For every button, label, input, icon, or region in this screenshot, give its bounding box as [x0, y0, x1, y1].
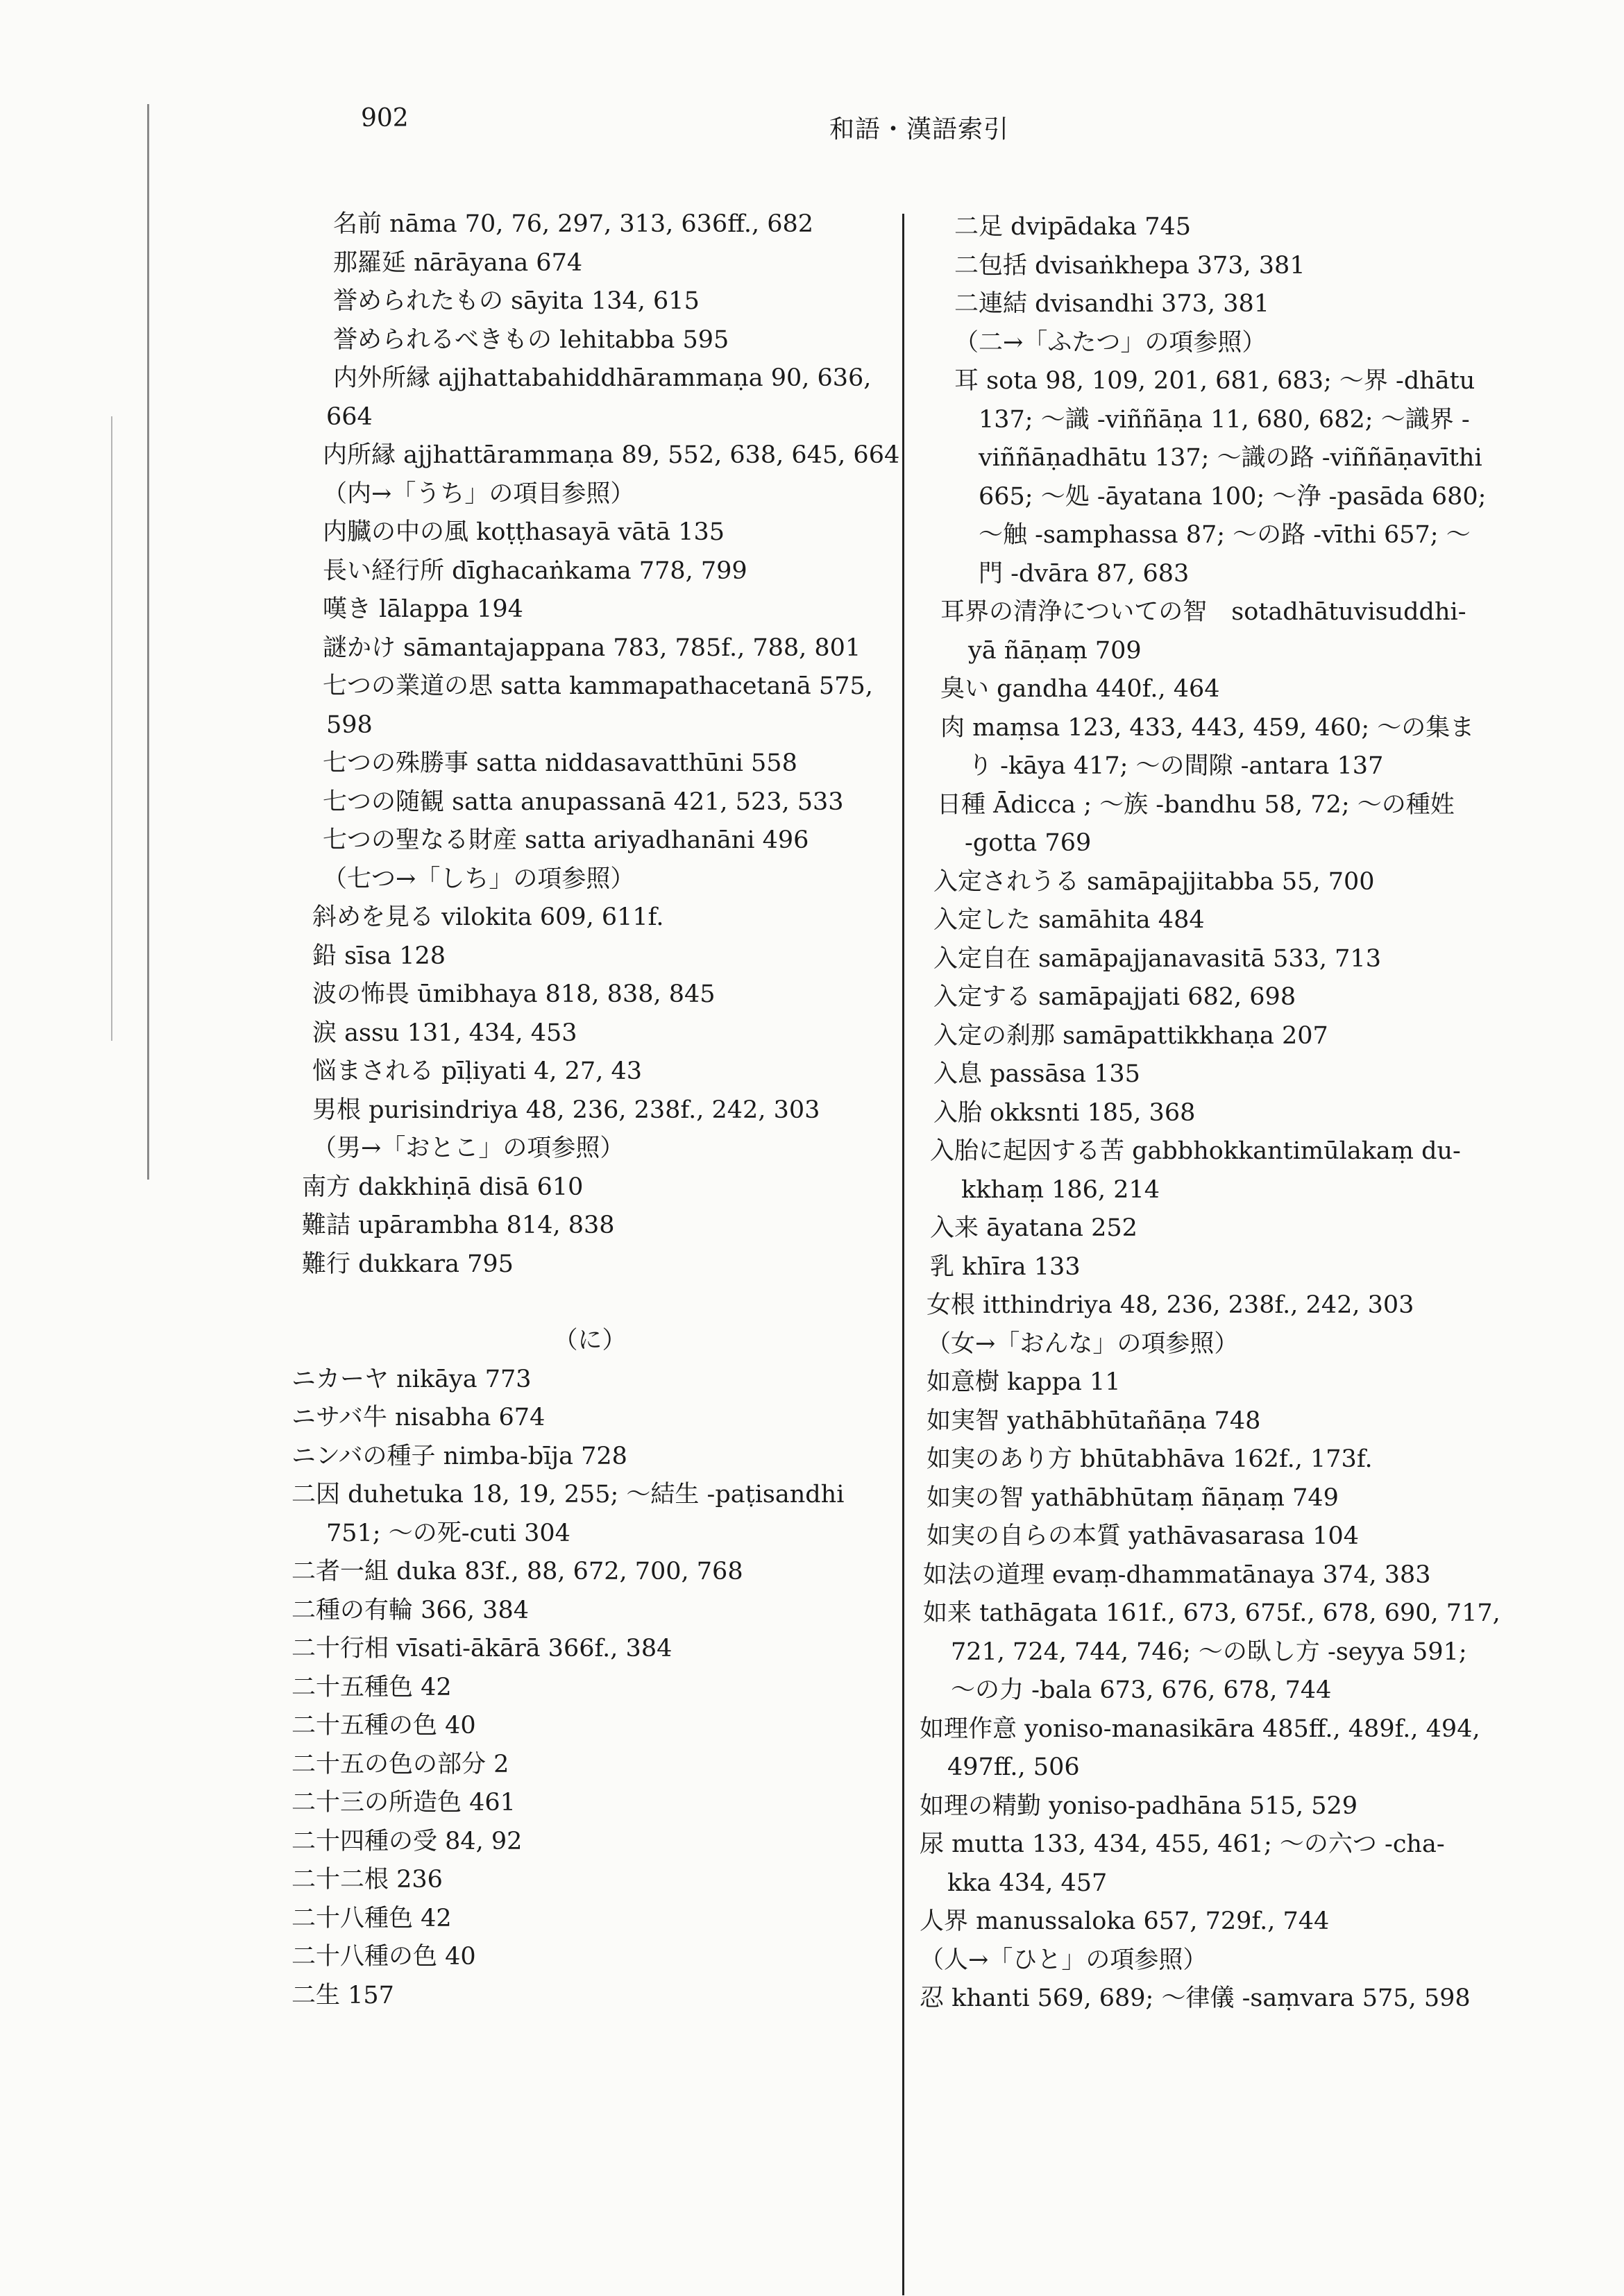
- index-entry: 日種 Ādicca ; ～族 -bandhu 58, 72; ～の種姓: [937, 790, 1455, 819]
- index-entry: 誉められるべきもの lehitabba 595: [333, 325, 729, 354]
- index-entry: 如理の精勤 yoniso-padhāna 515, 529: [920, 1792, 1358, 1820]
- index-entry: 二包括 dvisaṅkhepa 373, 381: [954, 251, 1305, 280]
- index-entry: 二十行相 vīsati-ākārā 366f., 384: [291, 1635, 673, 1663]
- index-entry: 難行 dukkara 795: [302, 1250, 514, 1278]
- index-entry: 誉められたもの sāyita 134, 615: [333, 287, 700, 315]
- index-entry: 内臓の中の風 koṭṭhasayā vātā 135: [323, 518, 725, 546]
- index-entry: 入定する samāpajjati 682, 698: [933, 983, 1296, 1011]
- index-entry: 二十五の色の部分 2: [291, 1750, 509, 1778]
- index-entry: 尿 mutta 133, 434, 455, 461; ～の六つ -cha-: [920, 1830, 1445, 1858]
- index-entry: 斜めを見る vilokita 609, 611f.: [312, 903, 664, 931]
- index-entry: 七つの聖なる財産 satta ariyadhanāni 496: [323, 826, 809, 854]
- index-entry: ニンバの種子 nimba-bīja 728: [291, 1442, 627, 1470]
- index-entry-continuation: 721, 724, 744, 746; ～の臥し方 -seyya 591;: [951, 1638, 1467, 1666]
- index-entry: 二因 duhetuka 18, 19, 255; ～結生 -paṭisandhi: [291, 1481, 845, 1508]
- index-entry: 如実の自らの本質 yathāvasarasa 104: [927, 1522, 1360, 1550]
- index-entry: 二生 157: [291, 1981, 394, 2009]
- section-heading: （に）: [553, 1327, 627, 1354]
- index-entry: 如意樹 kappa 11: [927, 1368, 1121, 1396]
- index-entry: 名前 nāma 70, 76, 297, 313, 636ff., 682: [333, 210, 814, 238]
- index-entry: 謎かけ sāmantajappana 783, 785f., 788, 801: [323, 633, 861, 662]
- cross-reference: （二→「ふたつ」の項参照）: [954, 328, 1267, 357]
- right-column: [902, 208, 1527, 2018]
- index-entry-continuation: 137; ～識 -viññāṇa 11, 680, 682; ～識界 -: [979, 405, 1470, 434]
- index-entry: 難詰 upārambha 814, 838: [302, 1211, 615, 1239]
- index-entry: 乳 khīra 133: [930, 1252, 1081, 1281]
- index-entry: 入息 passāsa 135: [933, 1060, 1140, 1088]
- index-entry: 如実のあり方 bhūtabhāva 162f., 173f.: [927, 1445, 1373, 1473]
- cross-reference: （人→「ひと」の項参照）: [920, 1946, 1208, 1974]
- index-entry-continuation: ～触 -samphassa 87; ～の路 -vīthi 657; ～: [979, 521, 1471, 549]
- index-entry: 那羅延 nārāyana 674: [333, 248, 583, 277]
- index-entry: 嘆き lālappa 194: [323, 595, 523, 623]
- index-entry: 耳界の清浄についての智 sotadhātuvisuddhi-: [940, 598, 1466, 626]
- index-entry: 如実の智 yathābhūtaṃ ñāṇaṃ 749: [927, 1483, 1339, 1512]
- index-entry: ニカーヤ nikāya 773: [291, 1365, 532, 1393]
- index-entry: 耳 sota 98, 109, 201, 681, 683; ～界 -dhātu: [954, 367, 1475, 395]
- index-entry: 二十五種の色 40: [291, 1712, 476, 1740]
- index-entry: 二十八種色 42: [291, 1904, 452, 1932]
- index-entry: 入胎に起因する苦 gabbhokkantimūlakaṃ du-: [930, 1137, 1461, 1165]
- index-entry: 二十二根 236: [291, 1866, 443, 1894]
- index-entry: 長い経行所 dīghacaṅkama 778, 799: [323, 556, 747, 585]
- index-entry: 悩まされる pīḷiyati 4, 27, 43: [312, 1057, 642, 1085]
- cross-reference: （七つ→「しち」の項参照）: [323, 865, 635, 893]
- index-entry-continuation: り -kāya 417; ～の間隙 -antara 137: [968, 752, 1384, 780]
- index-entry: 七つの随観 satta anupassanā 421, 523, 533: [323, 788, 844, 816]
- index-entry: 七つの業道の思 satta kammapathacetanā 575,: [323, 672, 873, 700]
- index-entry: 内所縁 ajjhattārammaṇa 89, 552, 638, 645, 664: [323, 441, 900, 469]
- index-entry-continuation: ～の力 -bala 673, 676, 678, 744: [951, 1676, 1332, 1704]
- index-entry-continuation: kkhaṃ 186, 214: [961, 1175, 1160, 1204]
- index-entry: 二連結 dvisandhi 373, 381: [954, 290, 1269, 318]
- cross-reference: （男→「おとこ」の項参照）: [312, 1134, 625, 1162]
- index-entry: 肉 maṃsa 123, 433, 443, 459, 460; ～の集ま: [940, 713, 1475, 742]
- index-entry: 二者一組 duka 83f., 88, 672, 700, 768: [291, 1558, 743, 1585]
- index-entry: 入定自在 samāpajjanavasitā 533, 713: [933, 944, 1381, 973]
- index-entry: 如法の道理 evaṃ-dhammatānaya 374, 383: [923, 1561, 1431, 1589]
- index-entry: 忍 khanti 569, 689; ～律儀 -saṃvara 575, 598: [920, 1984, 1471, 2012]
- index-entry: 南方 dakkhiṇā disā 610: [302, 1173, 584, 1201]
- index-entry-continuation: -gotta 769: [965, 829, 1092, 857]
- index-entry-continuation: 598: [326, 711, 373, 739]
- index-entry-continuation: 門 -dvāra 87, 683: [979, 559, 1190, 588]
- index-entry: 如来 tathāgata 161f., 673, 675f., 678, 690, 717,: [923, 1599, 1500, 1627]
- index-entry-continuation: 664: [326, 402, 373, 431]
- index-entry: 入定されうる samāpajjitabba 55, 700: [933, 867, 1375, 896]
- index-entry: 人界 manussaloka 657, 729f., 744: [920, 1907, 1330, 1935]
- cross-reference: （女→「おんな」の項参照）: [927, 1329, 1239, 1358]
- index-entry: 如理作意 yoniso-manasikāra 485ff., 489f., 494,: [920, 1715, 1480, 1743]
- index-entry: 入定した samāhita 484: [933, 906, 1205, 934]
- index-entry: 二種の有輪 366, 384: [291, 1596, 529, 1624]
- scan-margin-line-faint: [111, 416, 112, 1041]
- index-entry: 鉛 sīsa 128: [312, 942, 446, 970]
- index-entry-continuation: 751; ～の死-cuti 304: [326, 1519, 570, 1547]
- index-entry: 臭い gandha 440f., 464: [940, 675, 1220, 703]
- index-entry: 七つの殊勝事 satta niddasavatthūni 558: [323, 749, 797, 777]
- index-entry: 女根 itthindriya 48, 236, 238f., 242, 303: [927, 1291, 1414, 1319]
- page-number: 902: [361, 104, 409, 133]
- index-entry-continuation: yā ñāṇaṃ 709: [968, 636, 1142, 665]
- index-entry: 入来 āyatana 252: [930, 1214, 1137, 1242]
- index-entry-continuation: viññāṇadhātu 137; ～識の路 -viññāṇavīthi: [979, 444, 1482, 472]
- index-entry: 如実智 yathābhūtañāṇa 748: [927, 1406, 1261, 1435]
- cross-reference: （内→「うち」の項目参照）: [323, 479, 635, 508]
- index-entry: ニサバ牛 nisabha 674: [291, 1404, 545, 1431]
- index-entry: 内外所縁 ajjhattabahiddhārammaṇa 90, 636,: [333, 364, 872, 392]
- index-entry: 男根 purisindriya 48, 236, 238f., 242, 303: [312, 1096, 820, 1124]
- index-entry: 二足 dvipādaka 745: [954, 213, 1192, 241]
- index-entry: 二十四種の受 84, 92: [291, 1827, 523, 1855]
- index-entry: 入定の刹那 samāpattikkhaṇa 207: [933, 1021, 1328, 1050]
- index-entry: 入胎 okksnti 185, 368: [933, 1098, 1196, 1127]
- running-head: 和語・漢語索引: [829, 115, 1010, 144]
- scan-margin-line: [147, 104, 149, 1180]
- index-entry-continuation: kka 434, 457: [947, 1869, 1108, 1897]
- index-entry-continuation: 497ff., 506: [947, 1753, 1080, 1781]
- index-entry: 二十五種色 42: [291, 1673, 452, 1701]
- index-entry: 二十三の所造色 461: [291, 1789, 516, 1817]
- index-entry: 二十八種の色 40: [291, 1943, 476, 1971]
- left-column: [291, 205, 900, 2015]
- index-entry: 涙 assu 131, 434, 453: [312, 1019, 577, 1047]
- index-entry: 波の怖畏 ūmibhaya 818, 838, 845: [312, 980, 716, 1008]
- index-entry-continuation: 665; ～処 -āyatana 100; ～浄 -pasāda 680;: [979, 482, 1487, 511]
